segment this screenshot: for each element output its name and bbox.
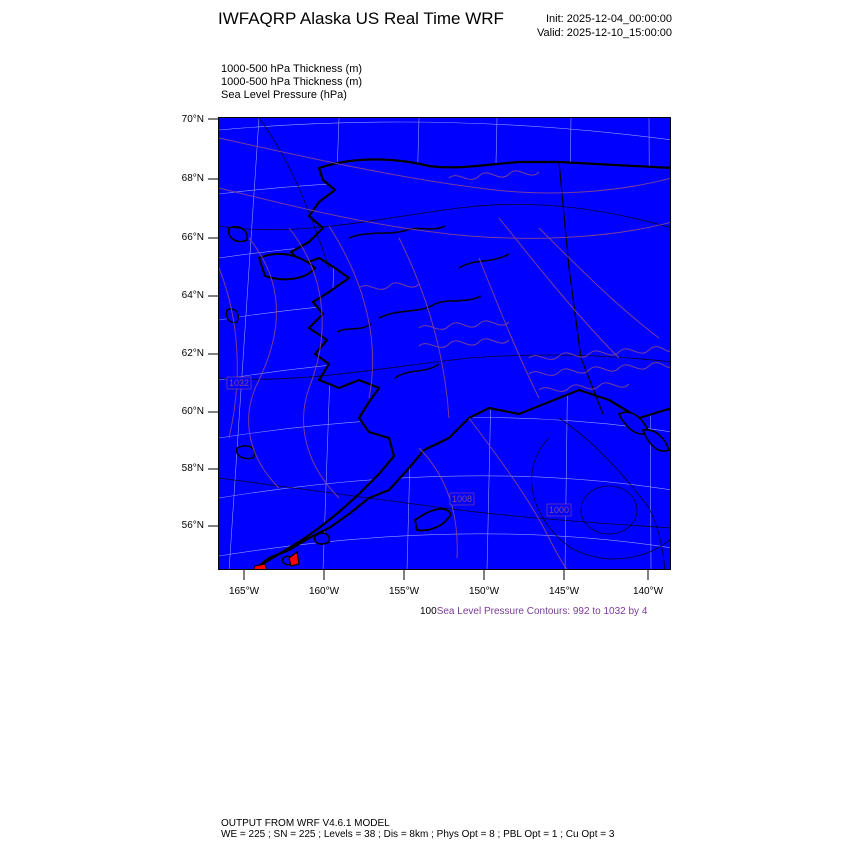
pressure-label-1000: 1000 (548, 505, 570, 515)
lon-label-140: 140°W (632, 586, 664, 597)
field-thickness-1: 1000-500 hPa Thickness (m) (221, 63, 363, 75)
lon-label-160: 160°W (308, 586, 340, 597)
lat-label-58: 58°N (181, 463, 204, 474)
pressure-label-1032: 1032 (228, 378, 250, 388)
lat-label-68: 68°N (181, 173, 204, 184)
lat-label-60: 60°N (181, 406, 204, 417)
field-list (221, 63, 362, 102)
valid-time: Valid: 2025-12-10_15:00:00 (537, 27, 672, 39)
lon-label-150: 150°W (468, 586, 500, 597)
lat-label-56: 56°N (181, 520, 204, 531)
plot-title: IWFAQRP Alaska US Real Time WRF (218, 9, 504, 28)
contour-note-text: Sea Level Pressure Contours: 992 to 1032 by 4 (436, 606, 648, 617)
lat-label-62: 62°N (181, 348, 204, 359)
contour-note (420, 606, 647, 617)
lon-label-145: 145°W (548, 586, 580, 597)
map-canvas (219, 118, 671, 570)
lat-label-64: 64°N (181, 290, 204, 301)
time-info (537, 12, 672, 40)
lon-label-155: 155°W (388, 586, 420, 597)
lat-label-66: 66°N (181, 232, 204, 243)
lon-label-165: 165°W (228, 586, 260, 597)
map-panel (218, 117, 671, 570)
pressure-label-1008: 1008 (451, 494, 473, 504)
init-time: Init: 2025-12-04_00:00:00 (546, 13, 672, 25)
lon-ticks (218, 570, 673, 582)
field-slp: Sea Level Pressure (hPa) (221, 89, 347, 101)
lat-label-70: 70°N (181, 114, 204, 125)
footer-line-2: WE = 225 ; SN = 225 ; Levels = 38 ; Dis = 8km ; Phys Opt = 8 ; PBL Opt = 1 ; Cu Opt = 3 (221, 829, 615, 840)
model-footer (221, 818, 614, 840)
contour-note-prefix: 100 (420, 606, 437, 617)
field-thickness-2: 1000-500 hPa Thickness (m) (221, 76, 363, 88)
footer-line-1: OUTPUT FROM WRF V4.6.1 MODEL (221, 818, 390, 829)
